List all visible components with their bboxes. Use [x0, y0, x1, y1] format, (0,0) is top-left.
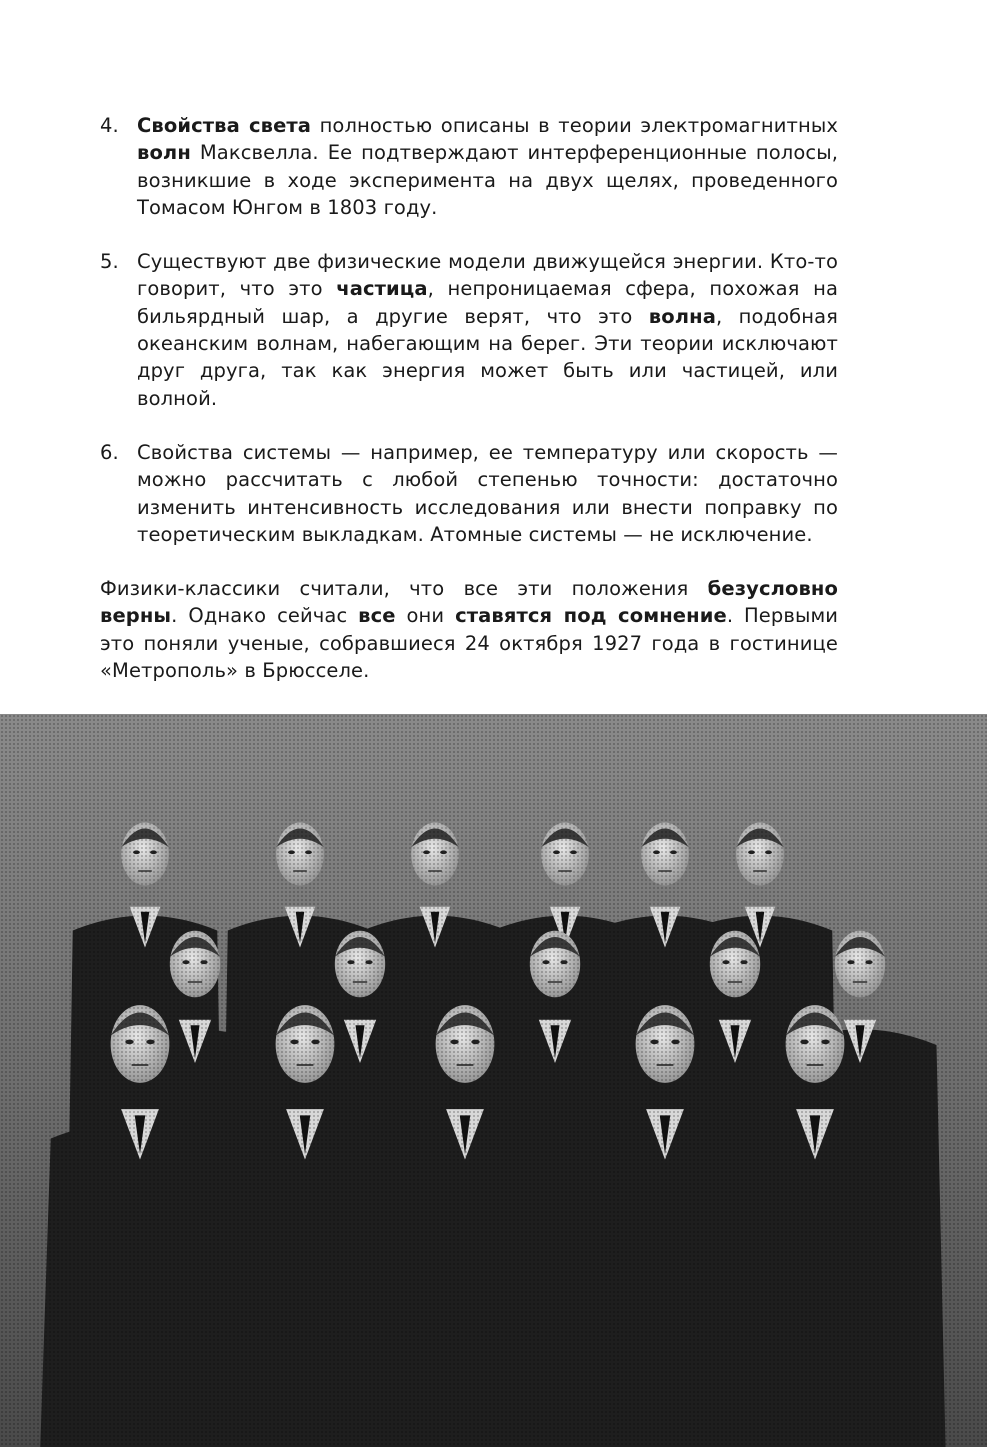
list-item-number: 5. [100, 250, 119, 274]
text-run: Свойства системы — например, ее температуру или скорость — можно рассчитать с любой степенью точности: достаточно изменить интенсивность исследования или внести поправку по теоретическим выкладкам. Атомные системы — не исключение. [137, 440, 838, 546]
numbered-list [100, 112, 838, 548]
text-run: . Первыми это поняли ученые, собравшиеся 24 октября 1927 года в гостинице «Метрополь» в Брюсселе. [100, 604, 839, 683]
bold-term: волн [137, 141, 191, 165]
bold-term: волна [648, 304, 716, 328]
list-item-number: 4. [100, 114, 119, 137]
bold-term: все [358, 604, 396, 628]
text-run: они [395, 604, 456, 628]
list-item-text [137, 439, 838, 548]
bold-term: Свойства света [137, 114, 312, 137]
list-item [100, 248, 838, 412]
text-run: , подобная океанским волнам, набегающим на берег. Эти теории исключают друг друга, так как энергия может быть или частицей, или волной. [137, 304, 839, 410]
group-photo-image [0, 714, 987, 1447]
closing-paragraph [100, 575, 838, 684]
text-run: Физики-классики считали, что все эти положения [100, 577, 708, 601]
text-run: . Однако сейчас [171, 604, 359, 628]
page-text [100, 112, 838, 684]
list-item-text [137, 112, 838, 221]
text-run: полностью описаны в теории электромагнитных [311, 114, 838, 137]
text-run: Существуют две физические модели движущейся энергии. Кто-то говорит, что это [137, 250, 838, 301]
text-run: , непроницаемая сфера, похожая на бильярдный шар, а другие верят, что это [137, 277, 838, 328]
group-photo [0, 714, 987, 1447]
bold-term: ставятся под сомнение [455, 604, 727, 628]
list-item-text [137, 248, 838, 412]
bold-term: безусловно верны [100, 577, 838, 628]
list-item [100, 112, 838, 221]
list-item-number: 6. [100, 440, 119, 464]
text-run: Максвелла. Ее подтверждают интерференционные полосы, возникшие в ходе эксперимента на двух щелях, проведенного Томасом Юнгом в 1803 году. [137, 141, 838, 219]
list-item [100, 439, 838, 548]
bold-term: частица [336, 277, 428, 301]
